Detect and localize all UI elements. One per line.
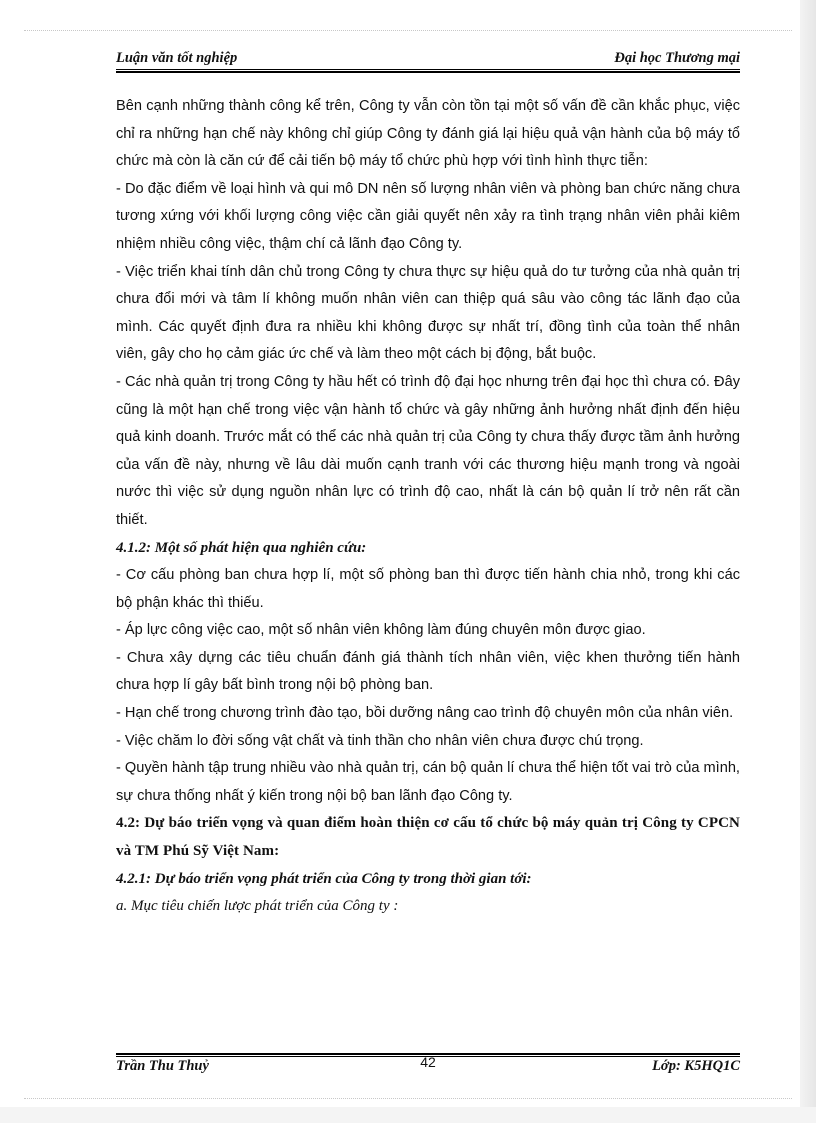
page-margin-guide-top — [24, 30, 792, 31]
body-paragraph: - Áp lực công việc cao, một số nhân viên không làm đúng chuyên môn được giao. — [116, 622, 646, 639]
page-header — [116, 50, 740, 70]
header-rule-thick — [116, 71, 740, 73]
page-edge-bottom — [0, 1107, 816, 1123]
header-thesis-title: Luận văn tốt nghiệp — [116, 50, 238, 66]
page-number: 42 — [420, 1054, 436, 1070]
header-rule-thin — [116, 69, 740, 70]
body-paragraph: Bên cạnh những thành công kể trên, Công ty vẫn còn tồn tại một số vấn đề cần khắc phục, việc chỉ ra những hạn chế này không chỉ giúp Công ty đánh giá lại hiệu quả vận hành của bộ máy tổ chức mà còn là căn cứ để cải tiến bộ máy tổ chức phù hợp với tình hình thực tiễn: — [116, 98, 740, 170]
footer-author: Trần Thu Thuỷ — [116, 1058, 209, 1074]
body-paragraph: - Việc triển khai tính dân chủ trong Công ty chưa thực sự hiệu quả do tư tưởng của nhà quản trị chưa đổi mới và tâm lí không muốn nhân viên can thiệp quá sâu vào công tác lãnh đạo của mình. Các quyết định đưa ra nhiều khi không được sự nhất trí, đồng tình của toàn thể nhân viên, gây cho họ cảm giác ức chế và làm theo một cách bị động, bắt buộc. — [116, 263, 740, 363]
body-paragraph: - Chưa xây dựng các tiêu chuẩn đánh giá thành tích nhân viên, việc khen thưởng tiến hành chưa hợp lí gây bất bình trong nội bộ phòng ban. — [116, 649, 740, 694]
body-paragraph: - Hạn chế trong chương trình đào tạo, bồi dưỡng nâng cao trình độ chuyên môn của nhân viên. — [116, 705, 734, 722]
footer-class: Lớp: K5HQ1C — [652, 1058, 740, 1074]
body-paragraph: - Do đặc điểm về loại hình và qui mô DN nên số lượng nhân viên và phòng ban chức năng chưa tương xứng với khối lượng công việc cần giải quyết nên xảy ra tình trạng nhân viên phải kiêm nhiệm nhiều công việc, thậm chí cả lãnh đạo Công ty. — [116, 180, 740, 252]
body-paragraph: - Các nhà quản trị trong Công ty hầu hết có trình độ đại học nhưng trên đại học thì chưa có. Đây cũng là một hạn chế trong việc vận hành tổ chức và gây những ảnh hưởng nhất định đến hiệu quả kinh doanh. Trước mắt có thể các nhà quản trị của Công ty chưa thấy được tầm ảnh hưởng của vấn đề này, nhưng về lâu dài muốn cạnh tranh với các thương hiệu mạnh trong và ngoài nước thì việc sử dụng nguồn nhân lực có trình độ cao, nhất là cán bộ quản lí trở nên rất cần thiết. — [116, 373, 740, 528]
page-margin-guide-bottom — [24, 1098, 792, 1099]
section-heading: 4.2: Dự báo triển vọng và quan điểm hoàn thiện cơ cấu tổ chức bộ máy quản trị Công ty CPCN và TM Phú Sỹ Việt Nam: — [116, 815, 740, 860]
body-paragraph: - Cơ cấu phòng ban chưa hợp lí, một số phòng ban thì được tiến hành chia nhỏ, trong khi các bộ phận khác thì thiếu. — [116, 567, 740, 611]
header-university: Đại học Thương mại — [614, 50, 740, 66]
page-footer — [116, 1054, 740, 1078]
section-heading: a. Mục tiêu chiến lược phát triển của Công ty : — [116, 898, 399, 915]
page-edge-right — [800, 0, 816, 1123]
body-paragraph: - Việc chăm lo đời sống vật chất và tinh thần cho nhân viên chưa được chú trọng. — [116, 732, 644, 749]
document-body — [116, 93, 740, 921]
section-heading: 4.2.1: Dự báo triển vọng phát triển của Công ty trong thời gian tới: — [116, 870, 532, 887]
section-heading: 4.1.2: Một số phát hiện qua nghiên cứu: — [116, 539, 367, 556]
body-paragraph: - Quyền hành tập trung nhiều vào nhà quản trị, cán bộ quản lí chưa thể hiện tốt vai trò của mình, sự chưa thống nhất ý kiến trong nội bộ ban lãnh đạo Công ty. — [116, 760, 740, 804]
